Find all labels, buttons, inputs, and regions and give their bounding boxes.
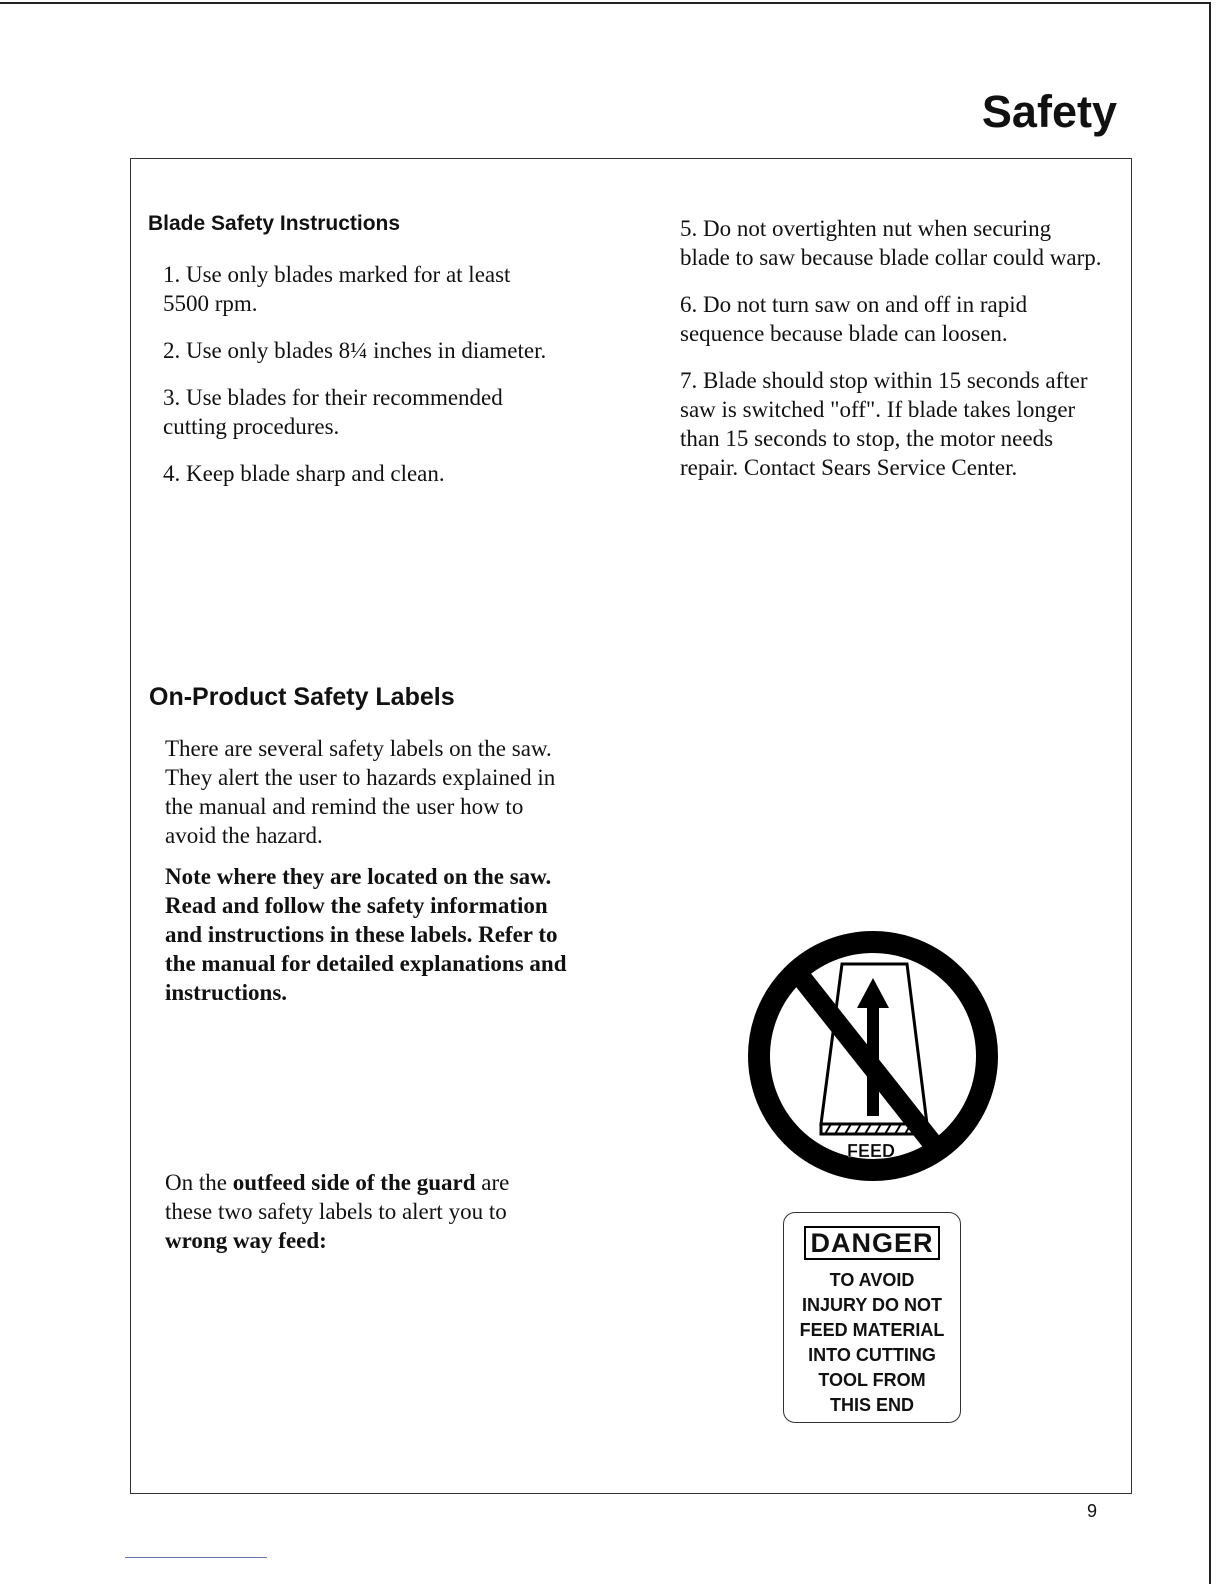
outfeed-text [165,1168,555,1255]
danger-line: TOOL FROM [818,1370,926,1390]
labels-intro: There are several safety labels on the saw. They alert the user to hazards explained in the manual and remind the user how to avoid the hazard. [165,736,556,848]
footer-rule [125,1557,267,1558]
list-item: 4. Keep blade sharp and clean. [163,461,445,486]
outfeed-text-1: On the [165,1170,233,1195]
list-item: 6. Do not turn saw on and off in rapid sequence because blade can loosen. [680,292,1028,346]
no-wrong-way-feed-sign [745,928,1005,1188]
top-rule [0,2,1210,4]
list-item: 3. Use blades for their recommended cutting procedures. [163,385,503,439]
labels-heading: On-Product Safety Labels [149,683,455,711]
list-item: 2. Use only blades 8¼ inches in diameter. [163,338,547,363]
feed-label: FEED [846,1141,896,1161]
list-item: 5. Do not overtighten nut when securing blade to saw because blade collar could warp. [680,216,1102,270]
right-rule [1209,2,1211,1584]
outfeed-text-bold2: wrong way feed: [165,1228,327,1253]
danger-line: INJURY DO NOT [801,1295,943,1315]
blade-left-list [163,260,558,506]
page-title: Safety [981,86,1117,137]
list-item: 1. Use only blades marked for at least 5500 rpm. [163,262,511,316]
danger-line: FEED MATERIAL [799,1320,945,1340]
danger-label [783,1212,961,1423]
page-number: 9 [1087,1501,1098,1521]
danger-title: DANGER [804,1226,939,1260]
labels-note: Note where they are located on the saw. Read and follow the safety information and instructions in these labels. Refer to the manual for detailed explanations and instructions. [165,864,567,1005]
outfeed-text-bold: outfeed side of the guard [232,1170,476,1195]
list-item: 7. Blade should stop within 15 seconds after saw is switched "off". If blade takes longer than 15 seconds to stop, the motor needs repair. Contact Sears Service Center. [680,368,1088,480]
blade-right-list [680,214,1105,500]
danger-line: TO AVOID [829,1270,915,1290]
labels-body [165,734,575,1007]
danger-line: INTO CUTTING [808,1345,936,1365]
danger-line: THIS END [829,1395,914,1415]
outfeed-text-2: are these two safety labels to alert you to [165,1170,510,1224]
blade-heading: Blade Safety Instructions [148,212,401,235]
